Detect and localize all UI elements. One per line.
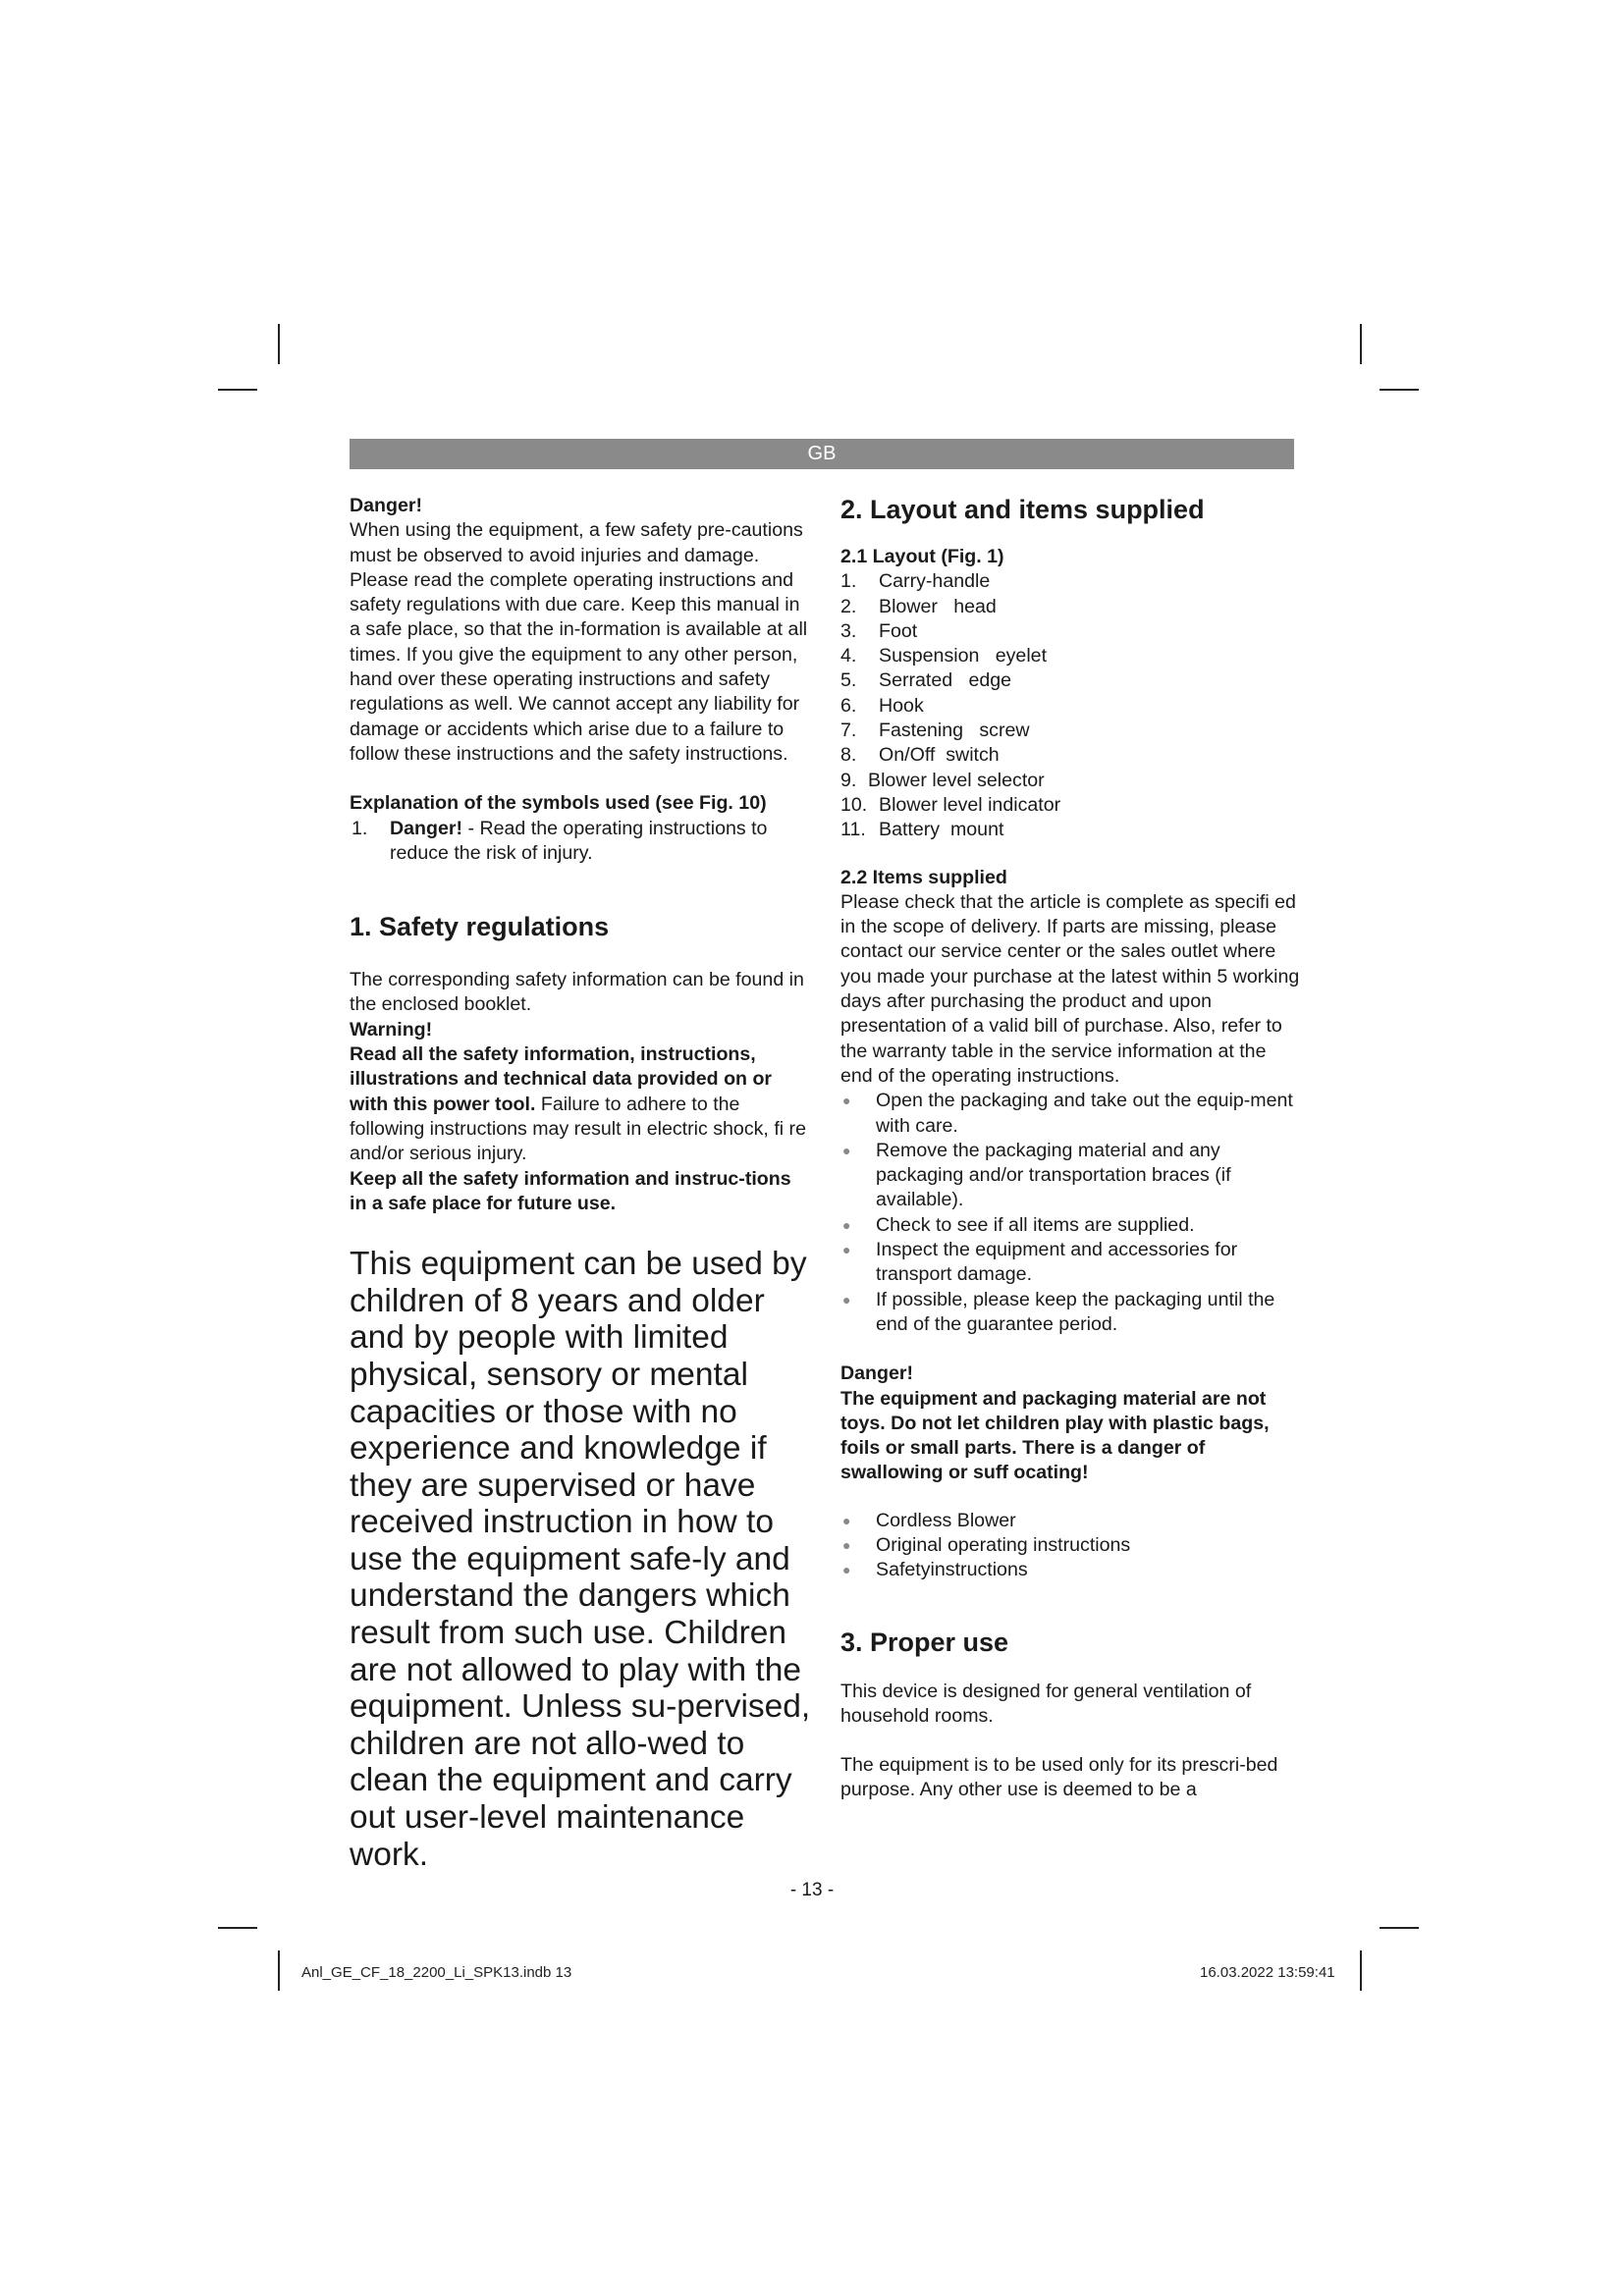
items-bullet-text: If possible, please keep the packaging until the end of the guarantee period. (876, 1288, 1275, 1335)
warning-label: Warning! (350, 1018, 433, 1041)
items-supplied-subheading: 2.2 Items supplied (840, 866, 1007, 888)
bullet-icon: ● (842, 1291, 851, 1308)
safety-regulations-heading: 1. Safety regulations (350, 912, 610, 942)
crop-mark-bottom-left-vertical (278, 1950, 280, 1991)
layout-item-number: 10. (840, 793, 868, 816)
supplied-item-text: Safetyinstructions (876, 1559, 1028, 1581)
items-bullet-item (840, 1213, 1300, 1238)
layout-item-number: 3. (840, 619, 857, 642)
crop-mark-top-right-vertical (1360, 324, 1362, 364)
layout-item-number: 2. (840, 595, 857, 617)
supplied-item (840, 1558, 1300, 1582)
layout-list (840, 569, 1300, 842)
danger-text: When using the equipment, a few safety pre-cautions must be observed to avoid injuries and damage. Please read the complete operating instructions and safety regulations with due care. Keep this manual in a safe place, so that the in-formation is available at all times. If you give the equipment to any other person, hand over these operating instructions and safety regulations as well. We cannot accept any liability for damage or accidents which arise due to a failure to follow these instructions and the safety instructions. (350, 519, 808, 765)
crop-mark-bottom-left-horizontal (218, 1927, 257, 1929)
language-label: GB (807, 443, 837, 464)
layout-item-number: 8. (840, 744, 857, 767)
crop-mark-top-right-horizontal (1380, 389, 1419, 391)
layout-heading: 2. Layout and items supplied (840, 495, 1205, 524)
supplied-item-text: Original operating instructions (876, 1533, 1131, 1556)
items-bullet-item (840, 1238, 1300, 1288)
layout-item-label: Battery mount (879, 819, 1004, 841)
items-bullet-text: Inspect the equipment and accessories for transport damage. (876, 1239, 1238, 1286)
layout-list-item (840, 668, 1300, 693)
symbols-item-text (390, 817, 811, 867)
layout-item-number: 7. (840, 720, 857, 742)
warning-text: Failure to adhere to the following instructions may result in electric shock, fi re and/or serious injury. (350, 1093, 806, 1165)
crop-mark-bottom-right-vertical (1360, 1950, 1362, 1991)
danger-title: Danger! (350, 495, 423, 516)
layout-item-label: Suspension eyelet (879, 645, 1048, 667)
layout-item-label: Carry-handle (879, 570, 991, 593)
layout-list-item (840, 793, 1300, 818)
bullet-icon: ● (842, 1562, 851, 1578)
safety-intro: The corresponding safety information can be found in the enclosed booklet. (350, 969, 804, 1016)
children-notice: This equipment can be used by children of 8 years and older and by people with limited physical, sensory or mental capacities or those with no experience and knowledge if they are supervised or have received instruction in how to use the equipment safe-ly and understand the dangers which result from such use. Children are not allowed to play with the equipment. Unless su-pervised, children are not allo-wed to clean the equipment and carry out user-level maintenance work. (350, 1246, 811, 1873)
proper-use-text-2: The equipment is to be used only for its prescri-bed purpose. Any other use is deemed to be a (840, 1754, 1278, 1801)
layout-item-label: Blower level indicator (879, 793, 1061, 816)
bullet-icon: ● (842, 1142, 851, 1158)
warning-paragraph (350, 1042, 811, 1166)
layout-list-item (840, 694, 1300, 719)
bullet-icon: ● (842, 1093, 851, 1109)
layout-list-item (840, 595, 1300, 619)
crop-mark-top-left-horizontal (218, 389, 257, 391)
layout-item-label: Serrated edge (879, 669, 1012, 692)
bullet-icon: ● (842, 1536, 851, 1553)
items-bullet-item (840, 1139, 1300, 1213)
layout-list-item (840, 644, 1300, 668)
layout-item-label: Hook (879, 694, 924, 717)
layout-item-label: Foot (879, 619, 918, 642)
keep-safety-text: Keep all the safety information and instruc-tions in a safe place for future use. (350, 1167, 791, 1214)
layout-list-item (840, 769, 1300, 793)
symbols-list-item (350, 817, 811, 867)
proper-use-text-1: This device is designed for general ventilation of household rooms. (840, 1680, 1252, 1727)
layout-item-label: Blower level selector (868, 769, 1045, 791)
supplied-list (840, 1509, 1300, 1583)
layout-list-item (840, 569, 1300, 594)
symbols-item-description: - Read the operating instructions to reduce the risk of injury. (390, 817, 768, 864)
layout-item-label: Fastening screw (879, 720, 1030, 742)
crop-mark-top-left-vertical (278, 324, 280, 364)
layout-item-number: 9. (840, 769, 857, 791)
danger2-title: Danger! (840, 1362, 914, 1385)
layout-item-label: Blower head (879, 595, 997, 617)
items-bullet-item (840, 1288, 1300, 1338)
items-supplied-text: Please check that the article is complete as specifi ed in the scope of delivery. If parts are missing, please contact our service center or the sales outlet where you made your purchase at the latest within 5 working days after purchasing the product and upon presentation of a valid bill of purchase. Also, refer to the warranty table in the service information at the end of the operating instructions. (840, 890, 1300, 1087)
bullet-icon: ● (842, 1512, 851, 1528)
items-bullet-text: Remove the packaging material and any packaging and/or transportation braces (if available). (876, 1139, 1231, 1211)
warning-bold-text: Read all the safety information, instructions, illustrations and technical data provided on or with this power tool. (350, 1043, 773, 1115)
left-column (350, 494, 811, 1873)
layout-list-item (840, 818, 1300, 842)
layout-subheading: 2.1 Layout (Fig. 1) (840, 546, 1004, 567)
items-bullet-list (840, 1089, 1300, 1337)
items-bullet-text: Check to see if all items are supplied. (876, 1213, 1195, 1236)
print-timestamp: 16.03.2022 13:59:41 (1200, 1964, 1335, 1981)
right-column (840, 494, 1300, 1803)
layout-list-item (840, 743, 1300, 768)
layout-item-number: 5. (840, 669, 857, 692)
file-name: Anl_GE_CF_18_2200_Li_SPK13.indb 13 (301, 1964, 572, 1981)
items-bullet-item (840, 1089, 1300, 1139)
bullet-icon: ● (842, 1216, 851, 1233)
layout-item-label: On/Off switch (879, 744, 1000, 767)
danger2-text: The equipment and packaging material are not toys. Do not let children play with plastic bags, foils or small parts. There is a danger of swallowing or suff ocating! (840, 1387, 1270, 1484)
layout-item-number: 11. (840, 819, 866, 841)
supplied-item (840, 1533, 1300, 1558)
layout-item-number: 6. (840, 694, 857, 717)
page-number: - 13 - (789, 1880, 835, 1900)
layout-item-number: 4. (840, 645, 857, 667)
supplied-item-text: Cordless Blower (876, 1509, 1016, 1531)
language-header-bar (350, 439, 1294, 469)
crop-mark-bottom-right-horizontal (1380, 1927, 1419, 1929)
bullet-icon: ● (842, 1242, 851, 1258)
layout-list-item (840, 619, 1300, 644)
supplied-item (840, 1509, 1300, 1533)
layout-list-item (840, 719, 1300, 743)
symbols-item-bold: Danger! (390, 817, 463, 839)
proper-use-heading: 3. Proper use (840, 1627, 1009, 1657)
symbols-item-number: 1. (352, 817, 368, 839)
layout-item-number: 1. (840, 570, 857, 593)
symbols-heading: Explanation of the symbols used (see Fig. 10) (350, 792, 767, 815)
items-bullet-text: Open the packaging and take out the equip-ment with care. (876, 1090, 1293, 1137)
